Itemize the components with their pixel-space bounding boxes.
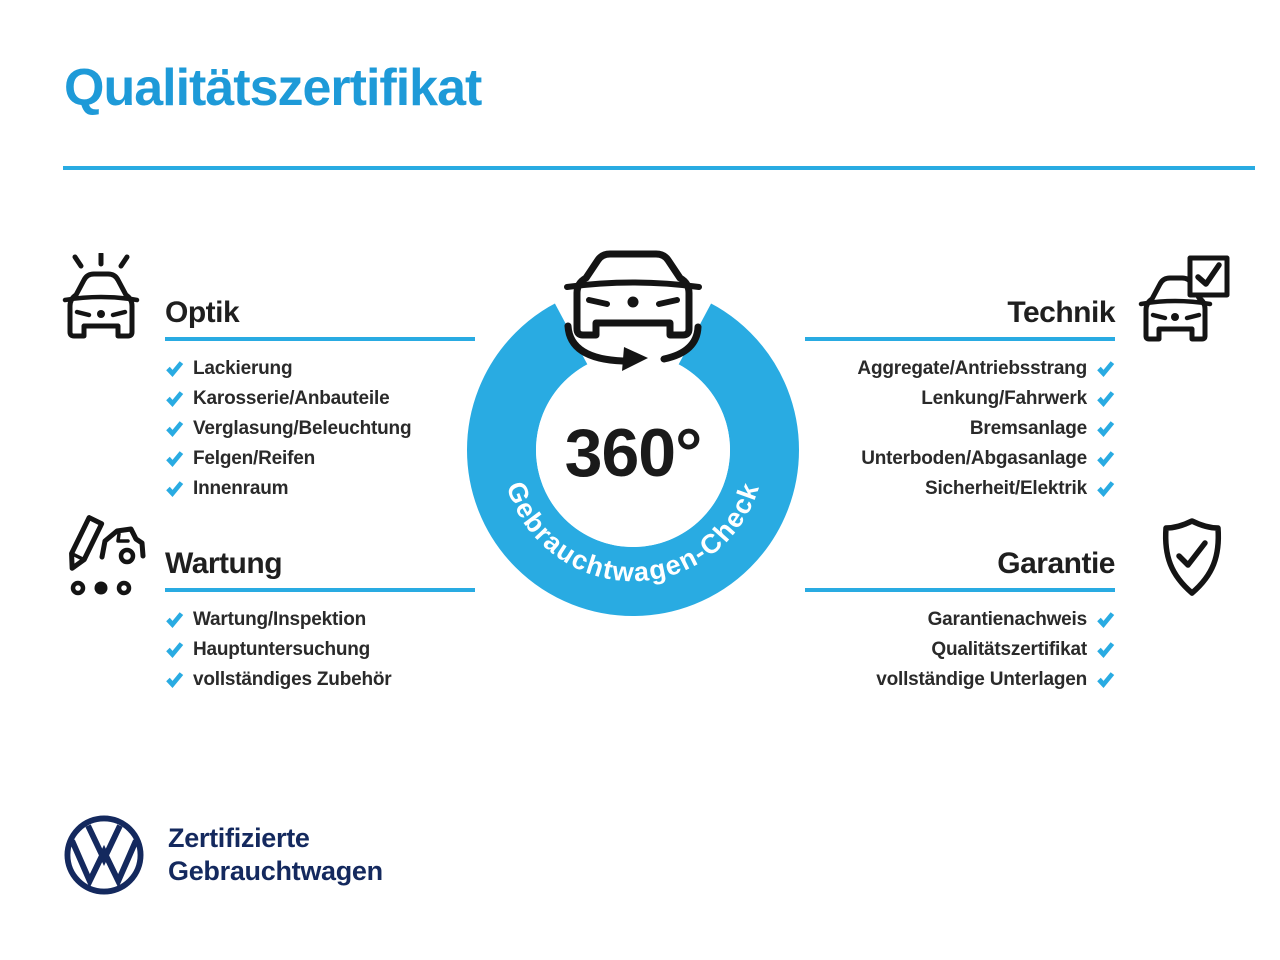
list-item — [805, 474, 1115, 504]
item-label: Verglasung/Beleuchtung — [193, 418, 412, 439]
section-optik — [165, 296, 475, 504]
item-label: Lenkung/Fahrwerk — [921, 388, 1087, 409]
check-icon — [165, 390, 184, 409]
section-divider — [805, 588, 1115, 592]
list-item — [805, 635, 1115, 665]
check-icon — [165, 611, 184, 630]
section-divider — [805, 337, 1115, 341]
section-title-optik: Optik — [165, 296, 240, 329]
item-label: Bremsanlage — [969, 418, 1087, 439]
footer-brand-text — [168, 822, 383, 888]
section-wartung — [165, 547, 475, 695]
check-icon — [165, 450, 184, 469]
list-item — [805, 444, 1115, 474]
shield-check-icon — [1148, 514, 1236, 602]
item-label: Felgen/Reifen — [193, 448, 315, 469]
list-item — [165, 354, 475, 384]
list-item — [805, 665, 1115, 695]
item-label: Karosserie/Anbauteile — [193, 388, 390, 409]
check-icon — [165, 671, 184, 690]
check-icon — [165, 360, 184, 379]
check-icon — [1096, 450, 1115, 469]
item-label: Aggregate/Antriebsstrang — [857, 358, 1087, 379]
badge-value: 360° — [564, 415, 702, 491]
check-icon — [1096, 671, 1115, 690]
check-icon — [1096, 480, 1115, 499]
list-item — [165, 665, 475, 695]
pencil-van-checklist-icon — [56, 512, 146, 602]
check-icon — [1096, 420, 1115, 439]
section-technik — [805, 296, 1115, 504]
list-item — [165, 414, 475, 444]
car-checkbox-icon — [1138, 252, 1233, 347]
item-label: Wartung/Inspektion — [193, 609, 367, 630]
section-divider — [165, 588, 475, 592]
check-icon — [1096, 360, 1115, 379]
360-check-badge — [440, 230, 840, 650]
title-divider — [63, 166, 1255, 170]
item-label: Innenraum — [193, 478, 289, 499]
footer-line1: Zertifizierte — [168, 823, 310, 853]
check-icon — [1096, 611, 1115, 630]
list-item — [165, 384, 475, 414]
section-title-garantie: Garantie — [997, 547, 1115, 580]
footer-line2: Gebrauchtwagen — [168, 856, 383, 886]
list-item — [165, 635, 475, 665]
car-shine-icon — [56, 253, 146, 343]
section-title-technik: Technik — [1007, 296, 1115, 329]
item-label: Hauptuntersuchung — [193, 639, 371, 660]
page-title: Qualitätszertifikat — [64, 59, 482, 117]
item-label: Qualitätszertifikat — [931, 639, 1087, 660]
check-icon — [165, 420, 184, 439]
list-item — [165, 444, 475, 474]
section-garantie — [805, 547, 1115, 695]
section-divider — [165, 337, 475, 341]
list-item — [805, 354, 1115, 384]
item-label: Unterboden/Abgasanlage — [861, 448, 1087, 469]
list-item — [805, 605, 1115, 635]
vw-logo — [62, 813, 146, 897]
list-item — [805, 384, 1115, 414]
check-icon — [1096, 390, 1115, 409]
ring-360 — [501, 238, 766, 588]
item-label: vollständige Unterlagen — [876, 669, 1087, 690]
check-icon — [1096, 641, 1115, 660]
list-item — [165, 605, 475, 635]
list-item — [805, 414, 1115, 444]
section-title-wartung: Wartung — [165, 547, 283, 580]
check-icon — [165, 480, 184, 499]
item-label: Garantienachweis — [927, 609, 1087, 630]
ring-label: Gebrauchtwagen-Check — [500, 477, 766, 588]
item-label: Sicherheit/Elektrik — [925, 478, 1087, 499]
check-icon — [165, 641, 184, 660]
item-label: vollständiges Zubehör — [193, 669, 392, 690]
item-label: Lackierung — [193, 358, 293, 379]
list-item — [165, 474, 475, 504]
